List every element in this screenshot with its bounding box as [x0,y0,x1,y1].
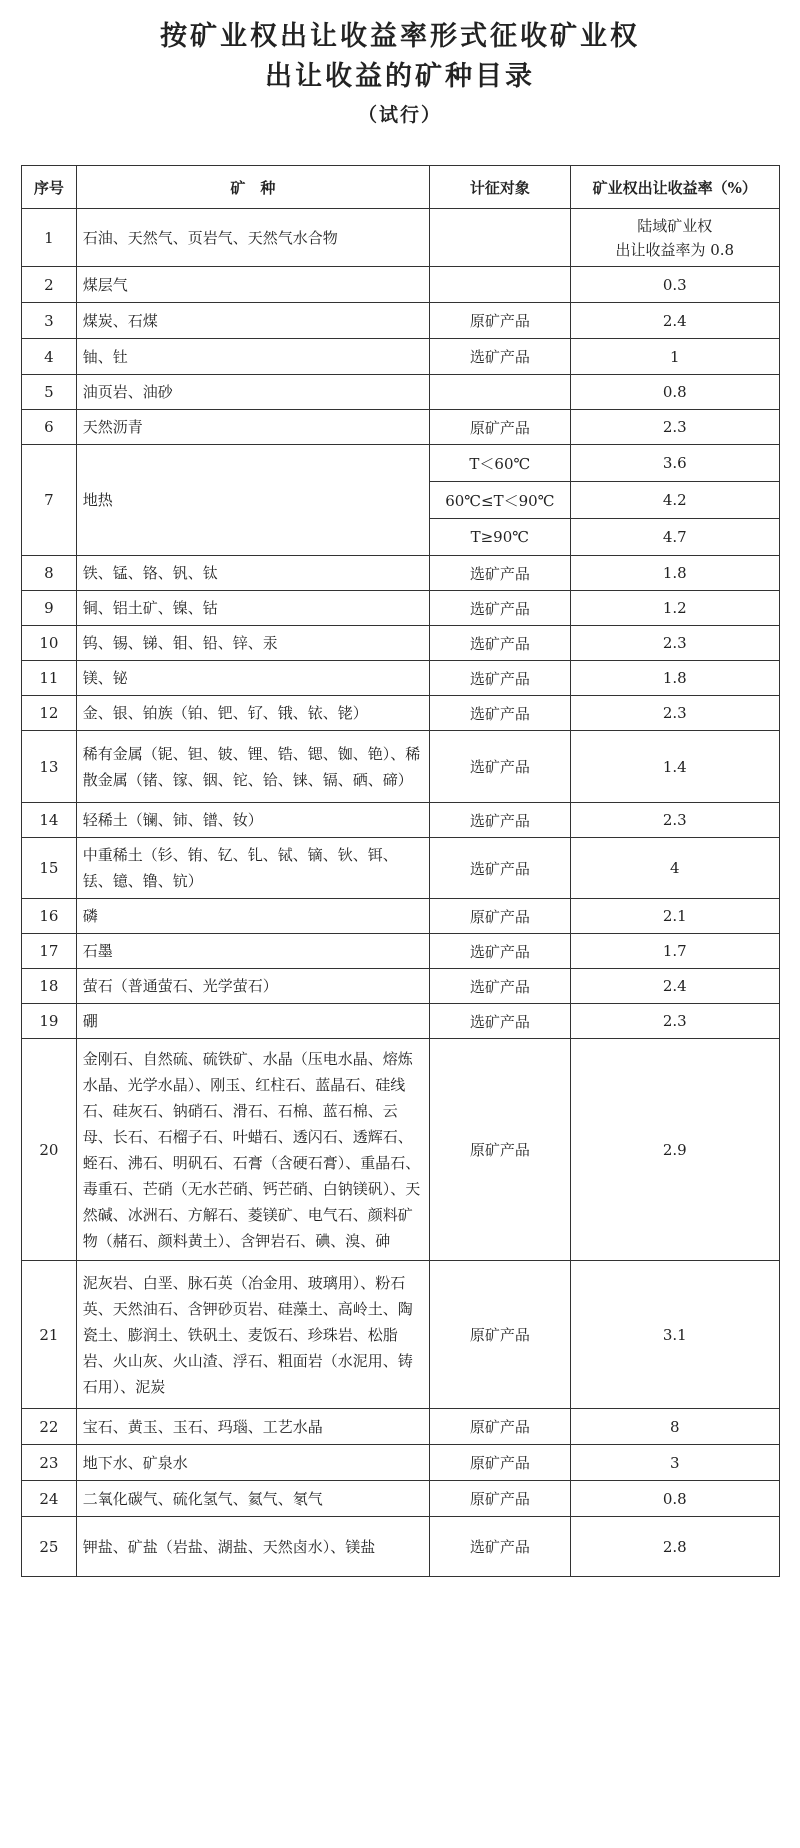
row-rate: 3 [570,1445,779,1481]
row-object [430,209,570,267]
row-mineral: 煤炭、石煤 [76,303,429,339]
row-object: 选矿产品 [430,1517,570,1577]
row-rate: 2.9 [570,1039,779,1261]
row-object: 原矿产品 [430,303,570,339]
row-number: 24 [22,1481,77,1517]
header-rate: 矿业权出让收益率（%） [570,166,779,209]
row-rate: 1.4 [570,731,779,803]
row-number: 15 [22,838,77,899]
row-object: 原矿产品 [430,1445,570,1481]
table-row [22,1004,780,1039]
row-mineral: 萤石（普通萤石、光学萤石） [76,969,429,1004]
table-row [22,1445,780,1481]
document-subtitle: （试行） [357,104,442,126]
table-row [22,1039,780,1261]
row-rate: 2.3 [570,803,779,838]
row-mineral: 磷 [76,899,429,934]
row-number: 4 [22,339,77,375]
document-title-line2: 出让收益的矿种目录 [265,61,535,92]
row-rate: 3.6 [570,445,779,482]
table-row [22,838,780,899]
row-rate: 3.1 [570,1261,779,1409]
row-mineral: 石墨 [76,934,429,969]
row-mineral: 铜、铝土矿、镍、钴 [76,591,429,626]
row-mineral: 地下水、矿泉水 [76,1445,429,1481]
row-number: 5 [22,375,77,410]
row-mineral: 镁、铋 [76,661,429,696]
table-row [22,731,780,803]
row-number: 3 [22,303,77,339]
row-mineral: 中重稀土（钐、铕、钇、钆、铽、镝、钬、铒、铥、镱、镥、钪） [76,838,429,899]
row-number: 1 [22,209,77,267]
row-object: T≥90℃ [430,519,570,556]
row-number: 16 [22,899,77,934]
row-object: 选矿产品 [430,838,570,899]
row-rate: 1.8 [570,661,779,696]
row-mineral: 铁、锰、铬、钒、钛 [76,556,429,591]
row-object: 原矿产品 [430,410,570,445]
row-number: 14 [22,803,77,838]
table-row [22,267,780,303]
row-object: 原矿产品 [430,1409,570,1445]
table-row [22,1261,780,1409]
row-object: 原矿产品 [430,1481,570,1517]
row-rate: 2.8 [570,1517,779,1577]
row-mineral: 地热 [76,445,429,556]
row-object: 选矿产品 [430,339,570,375]
row-number: 10 [22,626,77,661]
row-mineral: 稀有金属（铌、钽、铍、锂、锆、锶、铷、铯）、稀散金属（锗、镓、铟、铊、铪、铼、镉、硒、碲） [76,731,429,803]
row-rate: 1.8 [570,556,779,591]
row-mineral: 泥灰岩、白垩、脉石英（冶金用、玻璃用）、粉石英、天然油石、含钾砂页岩、硅藻土、高岭土、陶瓷土、膨润土、铁矾土、麦饭石、珍珠岩、松脂岩、火山灰、火山渣、浮石、粗面岩（水泥用、铸石用）、泥炭 [76,1261,429,1409]
header-object: 计征对象 [430,166,570,209]
row-object [430,375,570,410]
row-number: 21 [22,1261,77,1409]
row-rate: 8 [570,1409,779,1445]
table-row [22,626,780,661]
row-object: 原矿产品 [430,899,570,934]
row-mineral: 钾盐、矿盐（岩盐、湖盐、天然卤水）、镁盐 [76,1517,429,1577]
row-number: 19 [22,1004,77,1039]
row-rate: 2.3 [570,696,779,731]
row-number: 23 [22,1445,77,1481]
table-row [22,803,780,838]
row-object: 原矿产品 [430,1039,570,1261]
mineral-table [21,165,780,1577]
table-row [22,969,780,1004]
row-mineral: 石油、天然气、页岩气、天然气水合物 [76,209,429,267]
row-number: 20 [22,1039,77,1261]
row-number: 25 [22,1517,77,1577]
table-row [22,445,780,482]
row-object: 选矿产品 [430,591,570,626]
row-rate: 0.3 [570,267,779,303]
row-rate: 2.4 [570,969,779,1004]
row-number: 17 [22,934,77,969]
row-mineral: 天然沥青 [76,410,429,445]
table-row [22,899,780,934]
row-rate: 0.8 [570,1481,779,1517]
row-object: 选矿产品 [430,696,570,731]
row-number: 9 [22,591,77,626]
row-rate: 2.1 [570,899,779,934]
row-rate: 4.7 [570,519,779,556]
row-mineral: 油页岩、油砂 [76,375,429,410]
row-rate: 2.3 [570,626,779,661]
table-row [22,556,780,591]
row-mineral: 宝石、黄玉、玉石、玛瑙、工艺水晶 [76,1409,429,1445]
table-body [22,209,780,1577]
row-object: 选矿产品 [430,661,570,696]
table-row [22,696,780,731]
row-rate: 陆域矿业权 出让收益率为 0.8 [570,209,779,267]
row-mineral: 金刚石、自然硫、硫铁矿、水晶（压电水晶、熔炼水晶、光学水晶）、刚玉、红柱石、蓝晶石、硅线石、硅灰石、钠硝石、滑石、石棉、蓝石棉、云母、长石、石榴子石、叶蜡石、透闪石、透辉石、蛭石、沸石、明矾石、石膏（含硬石膏）、重晶石、毒重石、芒硝（无水芒硝、钙芒硝、白钠镁矾）、天然碱、冰洲石、方解石、菱镁矿、电气石、颜料矿物（赭石、颜料黄土）、含钾岩石、碘、溴、砷 [76,1039,429,1261]
row-object: T＜60℃ [430,445,570,482]
table-header-row [22,166,780,209]
row-mineral: 铀、钍 [76,339,429,375]
document-title-line1: 按矿业权出让收益率形式征收矿业权 [160,21,640,52]
row-number: 8 [22,556,77,591]
row-object [430,267,570,303]
table-row [22,1409,780,1445]
row-rate: 2.3 [570,410,779,445]
row-object: 选矿产品 [430,969,570,1004]
table-row [22,375,780,410]
row-rate: 4 [570,838,779,899]
row-rate: 2.4 [570,303,779,339]
row-number: 11 [22,661,77,696]
table-row [22,303,780,339]
row-object: 选矿产品 [430,626,570,661]
table-row [22,410,780,445]
row-mineral: 硼 [76,1004,429,1039]
table-row [22,591,780,626]
row-number: 2 [22,267,77,303]
table-row [22,934,780,969]
row-mineral: 金、银、铂族（铂、钯、钌、锇、铱、铑） [76,696,429,731]
row-rate: 1 [570,339,779,375]
row-object: 原矿产品 [430,1261,570,1409]
table-row [22,209,780,267]
row-object: 60℃≤T＜90℃ [430,482,570,519]
row-number: 18 [22,969,77,1004]
table-row [22,1481,780,1517]
row-object: 选矿产品 [430,1004,570,1039]
table-row [22,339,780,375]
row-mineral: 轻稀土（镧、铈、镨、钕） [76,803,429,838]
row-number: 6 [22,410,77,445]
row-mineral: 钨、锡、锑、钼、铅、锌、汞 [76,626,429,661]
header-mineral: 矿 种 [76,166,429,209]
row-number: 22 [22,1409,77,1445]
row-rate: 1.7 [570,934,779,969]
row-number: 12 [22,696,77,731]
row-rate: 0.8 [570,375,779,410]
row-rate: 4.2 [570,482,779,519]
row-number: 7 [22,445,77,556]
row-rate: 1.2 [570,591,779,626]
row-object: 选矿产品 [430,803,570,838]
row-mineral: 二氧化碳气、硫化氢气、氦气、氡气 [76,1481,429,1517]
table-row [22,661,780,696]
row-number: 13 [22,731,77,803]
row-rate: 2.3 [570,1004,779,1039]
row-object: 选矿产品 [430,556,570,591]
row-mineral: 煤层气 [76,267,429,303]
table-row [22,1517,780,1577]
row-object: 选矿产品 [430,731,570,803]
row-object: 选矿产品 [430,934,570,969]
header-no: 序号 [22,166,77,209]
